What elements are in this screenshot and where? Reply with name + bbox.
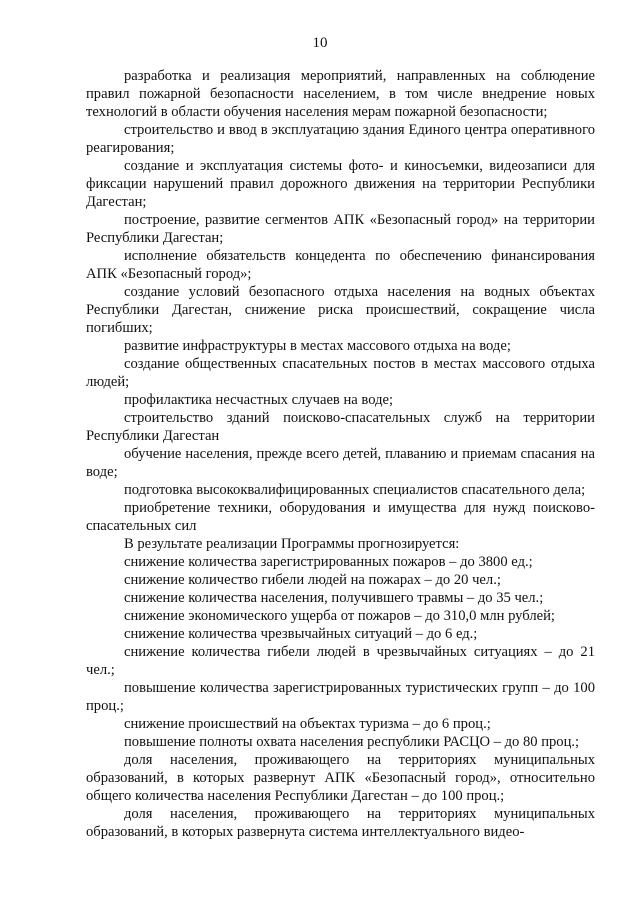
paragraph: повышение количества зарегистрированных туристических групп – до 100 проц.; (86, 680, 595, 714)
paragraph: создание общественных спасательных постов в местах массового отдыха людей; (86, 356, 595, 390)
paragraph: снижение происшествий на объектах туризма – до 6 проц.; (124, 716, 491, 732)
paragraph: снижение количества населения, получившего травмы – до 35 чел.; (124, 590, 544, 606)
paragraph: профилактика несчастных случаев на воде; (124, 392, 394, 408)
paragraph: доля населения, проживающего на территориях муниципальных образований, в которых развернут АПК «Безопасный город», относительно общего количества населения Республики Дагестан – до 100 проц.; (86, 752, 595, 804)
paragraph: приобретение техники, оборудования и имущества для нужд поисково-спасательных сил (86, 500, 595, 534)
paragraph: разработка и реализация мероприятий, направленных на соблюдение правил пожарной безопасности населением, в том числе внедрение новых технологий в области обучения населения мерам пожарной безопасности; (86, 68, 595, 120)
paragraph: построение, развитие сегментов АПК «Безопасный город» на территории Республики Дагестан; (86, 212, 595, 246)
paragraph: создание и эксплуатация системы фото- и киносъемки, видеозаписи для фиксации нарушений правил дорожного движения на территории Республики Дагестан; (86, 158, 595, 210)
paragraph: снижение количества зарегистрированных пожаров – до 3800 ед.; (124, 554, 533, 570)
paragraph: обучение населения, прежде всего детей, плаванию и приемам спасания на воде; (86, 446, 595, 480)
paragraph: доля населения, проживающего на территориях муниципальных образований, в которых развернута система интеллектуального видео- (86, 806, 595, 840)
paragraph: снижение количества гибели людей в чрезвычайных ситуациях – до 21 чел.; (86, 644, 595, 678)
paragraph: строительство зданий поисково-спасательных служб на территории Республики Дагестан (86, 410, 595, 444)
paragraph: снижение количества чрезвычайных ситуаций – до 6 ед.; (124, 626, 478, 642)
paragraph: создание условий безопасного отдыха населения на водных объектах Республики Дагестан, снижение риска происшествий, сокращение числа погибших; (86, 284, 595, 336)
page-number: 10 (312, 35, 328, 51)
paragraph: строительство и ввод в эксплуатацию здания Единого центра оперативного реагирования; (86, 122, 595, 156)
paragraph: подготовка высококвалифицированных специалистов спасательного дела; (124, 482, 586, 498)
paragraph: развитие инфраструктуры в местах массового отдыха на воде; (124, 338, 511, 354)
paragraph: снижение количество гибели людей на пожарах – до 20 чел.; (124, 572, 501, 588)
paragraph: исполнение обязательств концедента по обеспечению финансирования АПК «Безопасный город»; (86, 248, 595, 282)
paragraph: повышение полноты охвата населения республики РАСЦО – до 80 проц.; (124, 734, 580, 750)
body-text (86, 67, 595, 841)
paragraph: В результате реализации Программы прогнозируется: (124, 536, 460, 552)
paragraph: снижение экономического ущерба от пожаров – до 310,0 млн рублей; (124, 608, 555, 624)
